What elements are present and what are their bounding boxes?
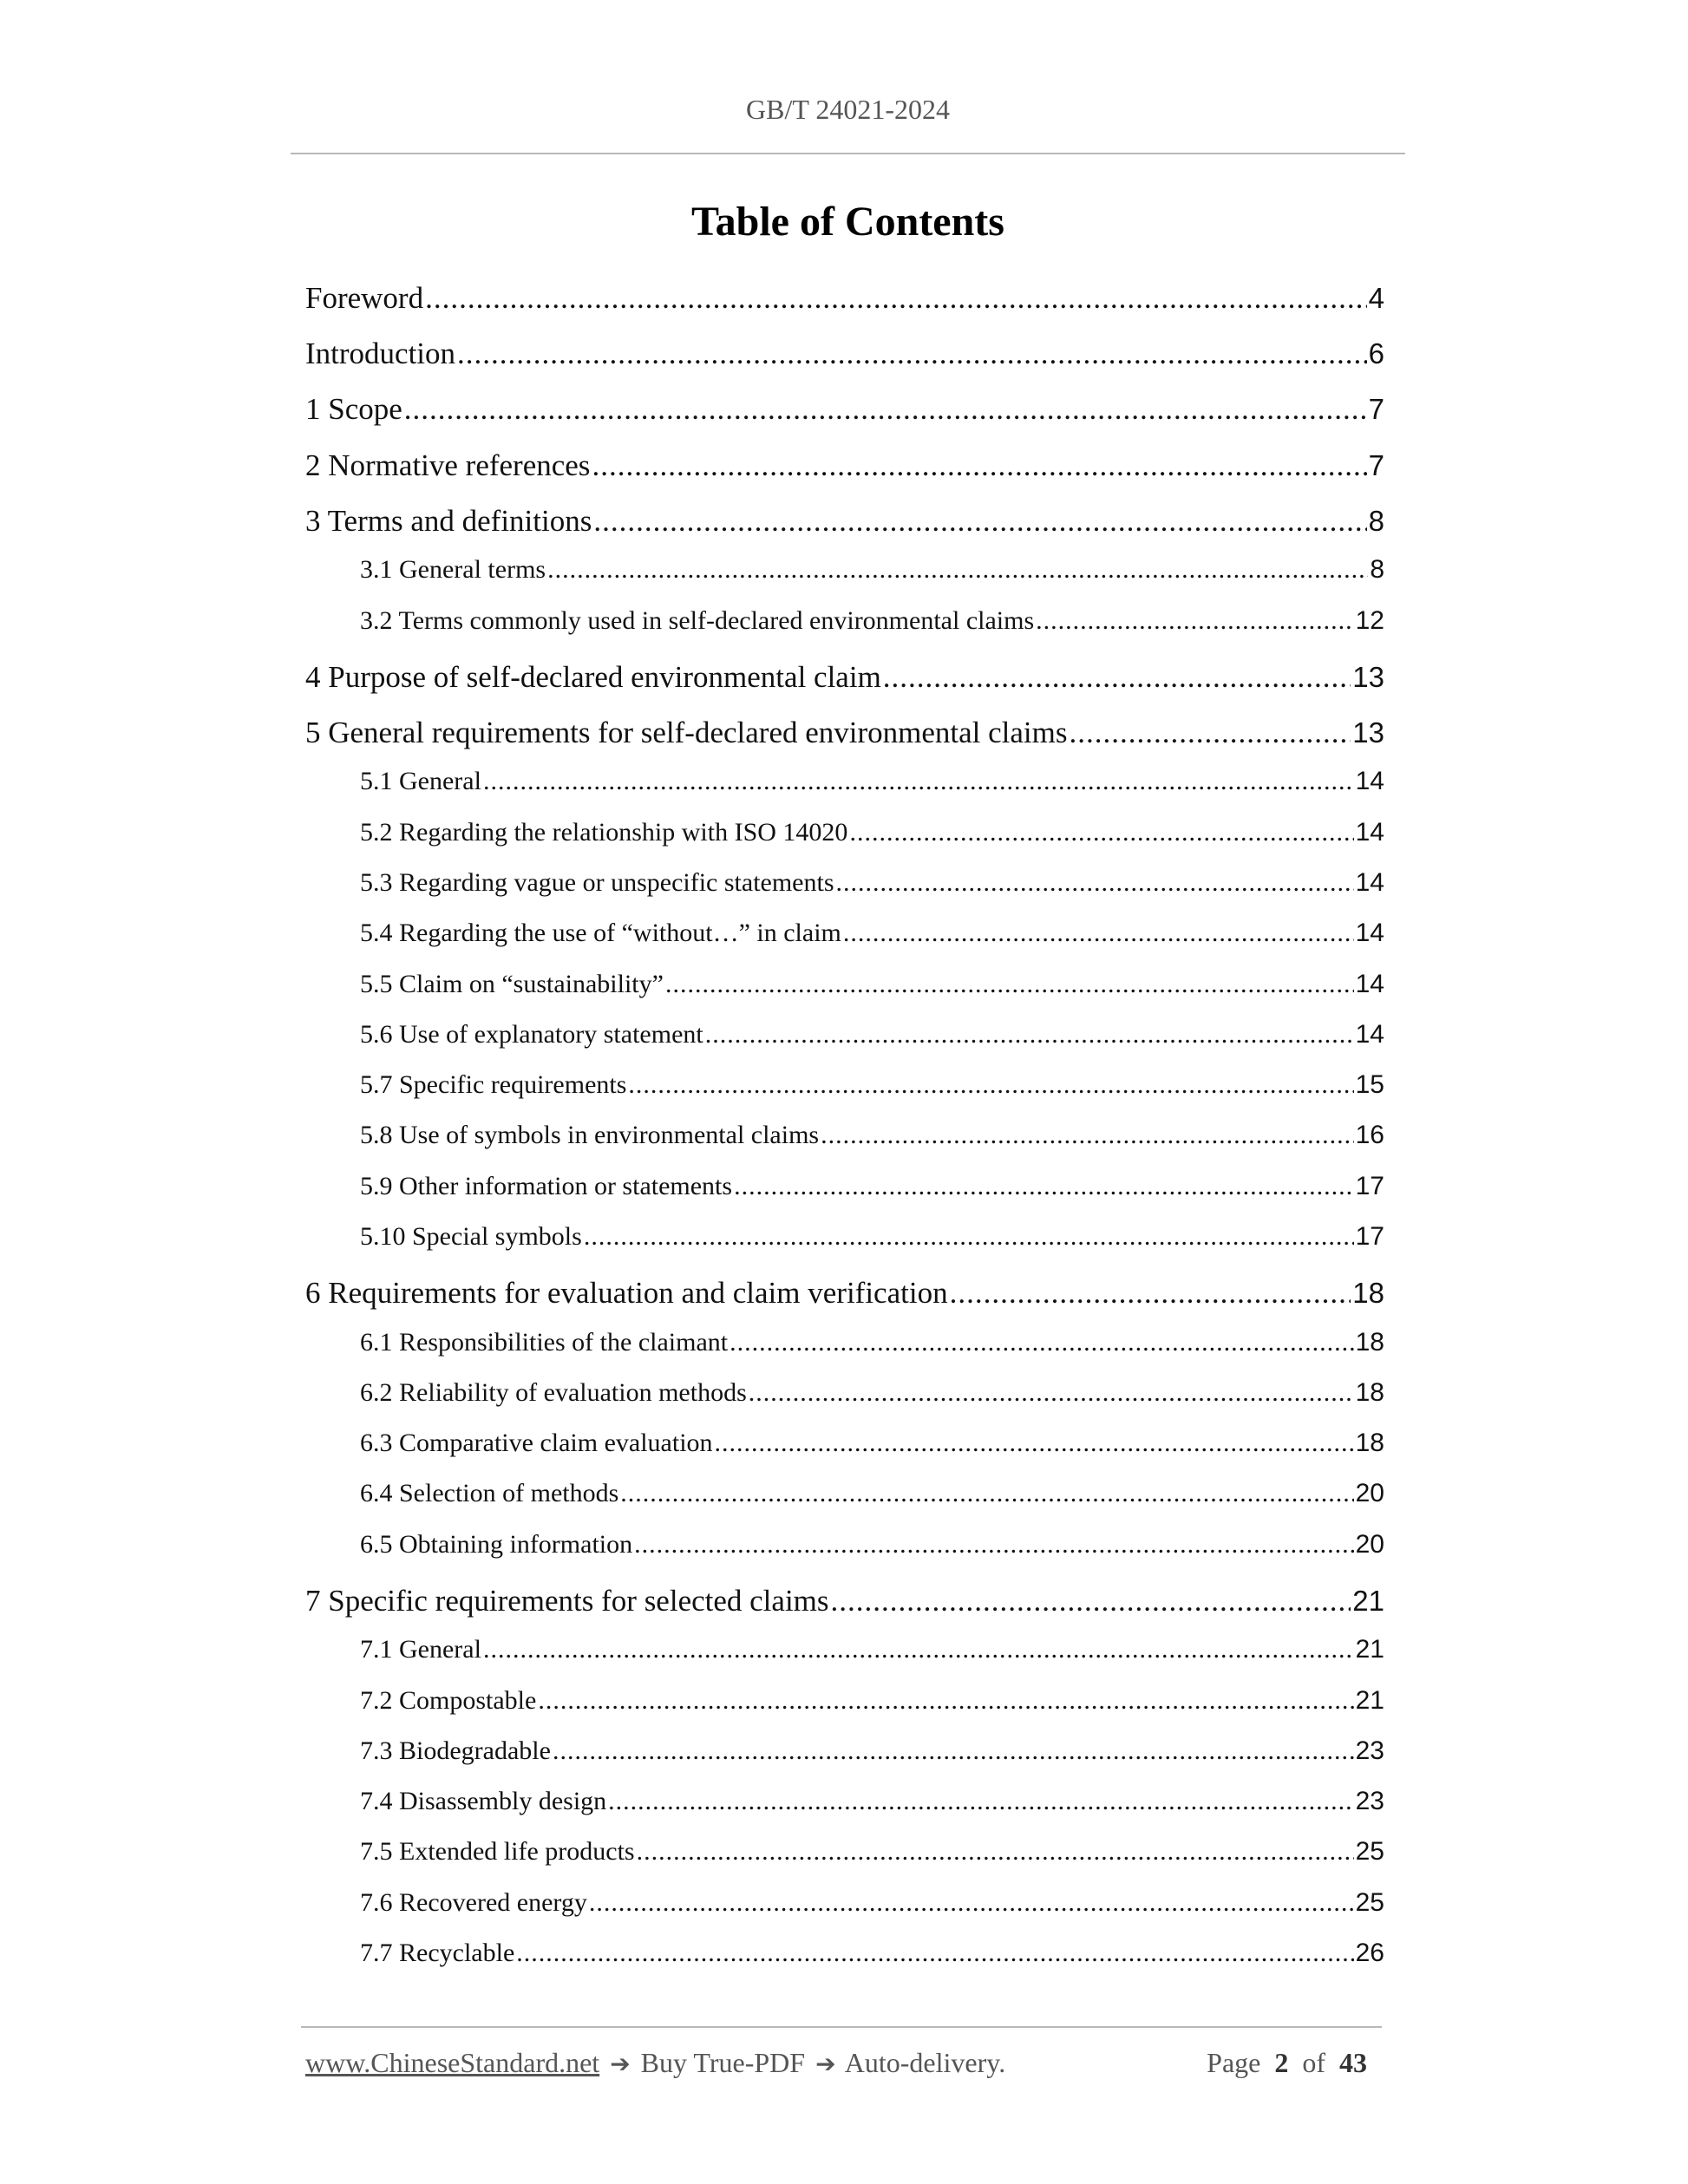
toc-entry-page: 14: [1355, 919, 1384, 948]
toc-entry[interactable]: [360, 818, 1384, 853]
toc-entry-page: 14: [1355, 767, 1384, 796]
toc-entry-label: 7.2 Compostable: [360, 1685, 537, 1715]
toc-entry-label: 5.1 General: [360, 767, 481, 796]
toc-entry-label: 7.6 Recovered energy: [360, 1887, 587, 1917]
page-word: Page: [1207, 2047, 1261, 2078]
toc-entry-label: 6.1 Responsibilities of the claimant: [360, 1327, 729, 1357]
toc-entry[interactable]: [360, 555, 1384, 590]
toc-leader-dots: [628, 1070, 1353, 1100]
toc-leader-dots: [821, 1121, 1354, 1150]
toc-entry-label: 6 Requirements for evaluation and claim verification: [305, 1276, 948, 1310]
toc-entry-label: 3.2 Terms commonly used in self-declared environmental claims: [360, 605, 1035, 635]
toc-leader-dots: [483, 767, 1354, 796]
toc-entry-label: 3 Terms and definitions: [305, 503, 592, 538]
toc-leader-dots: [831, 1584, 1351, 1618]
toc-leader-dots: [843, 919, 1354, 948]
toc-entry[interactable]: [360, 1530, 1384, 1565]
toc-entry[interactable]: [360, 1222, 1384, 1257]
toc-entry-label: 6.2 Reliability of evaluation methods: [360, 1377, 747, 1407]
arrow-right-icon: ➔: [610, 2050, 631, 2078]
toc-entry-page: 12: [1355, 605, 1384, 635]
toc-entry[interactable]: [360, 970, 1384, 1004]
toc-entry[interactable]: [360, 1787, 1384, 1821]
toc-leader-dots: [749, 1378, 1354, 1408]
toc-entry-page: 23: [1355, 1787, 1384, 1816]
toc-entry[interactable]: [360, 1429, 1384, 1463]
toc-entry-page: 16: [1355, 1121, 1384, 1150]
toc-entry-label: 3.1 General terms: [360, 555, 546, 585]
toc-entry[interactable]: [360, 1686, 1384, 1721]
toc-entry[interactable]: [360, 919, 1384, 953]
toc-entry-page: 8: [1368, 504, 1384, 537]
toc-entry[interactable]: [360, 1736, 1384, 1771]
toc-entry[interactable]: [360, 1121, 1384, 1155]
toc-leader-dots: [1036, 606, 1353, 636]
toc-entry-page: 13: [1352, 716, 1384, 749]
toc-leader-dots: [425, 281, 1367, 316]
header-divider: [291, 153, 1405, 154]
toc-entry-label: 4 Purpose of self-declared environmental claim: [305, 659, 881, 694]
footer-promo: [305, 2047, 1005, 2079]
toc-entry-page: 25: [1355, 1887, 1384, 1917]
toc-leader-dots: [836, 868, 1354, 898]
toc-entry[interactable]: [305, 281, 1384, 319]
toc-entry-label: 5 General requirements for self-declared environmental claims: [305, 715, 1068, 749]
toc-entry-page: 18: [1352, 1277, 1384, 1309]
toc-leader-dots: [516, 1939, 1353, 1968]
toc-leader-dots: [950, 1276, 1351, 1311]
toc-entry-page: 8: [1370, 555, 1384, 585]
toc-entry-label: 6.5 Obtaining information: [360, 1529, 633, 1559]
toc-leader-dots: [634, 1530, 1354, 1560]
toc-entry-label: 5.6 Use of explanatory statement: [360, 1019, 703, 1049]
toc-leader-dots: [584, 1222, 1354, 1252]
toc-leader-dots: [483, 1635, 1354, 1664]
toc-entry[interactable]: [305, 1276, 1384, 1314]
toc-entry[interactable]: [305, 1584, 1384, 1622]
toc-entry-label: Foreword: [305, 281, 424, 315]
toc-entry-page: 18: [1355, 1327, 1384, 1357]
toc-leader-dots: [620, 1479, 1353, 1508]
toc-entry-page: 25: [1355, 1837, 1384, 1867]
toc-entry[interactable]: [360, 1378, 1384, 1413]
toc-entry-label: 2 Normative references: [305, 448, 591, 482]
toc-entry[interactable]: [360, 606, 1384, 641]
toc-entry[interactable]: [360, 767, 1384, 801]
toc-entry-page: 15: [1355, 1070, 1384, 1100]
page-footer: [305, 2047, 1381, 2087]
toc-leader-dots: [404, 392, 1367, 427]
toc-leader-dots: [715, 1429, 1354, 1458]
toc-leader-dots: [547, 555, 1368, 585]
toc-entry-label: 5.4 Regarding the use of “without…” in claim: [360, 919, 841, 948]
auto-delivery-text: Auto-delivery.: [844, 2047, 1006, 2078]
toc-leader-dots: [665, 970, 1354, 999]
toc-entry-label: 5.7 Specific requirements: [360, 1070, 627, 1100]
toc-entry-label: 5.8 Use of symbols in environmental claims: [360, 1121, 820, 1150]
footer-divider: [301, 2026, 1382, 2028]
toc-entry[interactable]: [360, 1635, 1384, 1670]
toc-leader-dots: [1070, 716, 1351, 750]
toc-entry[interactable]: [360, 1328, 1384, 1363]
toc-leader-dots: [538, 1686, 1353, 1716]
toc-entry[interactable]: [305, 448, 1384, 487]
toc-entry-label: 7.4 Disassembly design: [360, 1787, 607, 1816]
page-title: Table of Contents: [691, 199, 1004, 245]
toc-leader-dots: [730, 1328, 1354, 1357]
toc-entry[interactable]: [360, 1070, 1384, 1105]
toc-entry-page: 6: [1368, 337, 1384, 370]
running-header: GB/T 24021-2024: [746, 94, 950, 125]
toc-entry-label: 6.4 Selection of methods: [360, 1479, 619, 1508]
toc-entry-label: 7.1 General: [360, 1635, 481, 1664]
toc-entry-page: 14: [1355, 969, 1384, 998]
toc-entry-label: 7.3 Biodegradable: [360, 1736, 551, 1765]
toc-entry-page: 14: [1355, 817, 1384, 847]
of-word: of: [1302, 2047, 1325, 2078]
toc-entry-page: 7: [1368, 393, 1384, 426]
toc-leader-dots: [589, 1888, 1354, 1918]
toc-leader-dots: [849, 818, 1353, 847]
toc-entry[interactable]: [360, 1020, 1384, 1055]
toc-entry-label: 5.2 Regarding the relationship with ISO 14020: [360, 817, 848, 847]
page-number: 2: [1274, 2047, 1289, 2078]
toc-entry-label: 5.3 Regarding vague or unspecific statements: [360, 867, 834, 897]
toc-leader-dots: [883, 660, 1351, 695]
toc-entry-label: 7.5 Extended life products: [360, 1837, 635, 1867]
toc-entry[interactable]: [305, 716, 1384, 754]
toc-entry-page: 18: [1355, 1377, 1384, 1407]
toc-entry-page: 21: [1352, 1584, 1384, 1617]
toc-entry-page: 17: [1355, 1171, 1384, 1200]
website-link[interactable]: www.ChineseStandard.net: [305, 2047, 600, 2078]
toc-leader-dots: [593, 504, 1366, 539]
toc-entry[interactable]: [360, 1837, 1384, 1872]
toc-entry-label: 5.5 Claim on “sustainability”: [360, 969, 664, 998]
toc-entry-page: 21: [1355, 1635, 1384, 1664]
toc-entry-label: 7 Specific requirements for selected claims: [305, 1583, 829, 1618]
toc-leader-dots: [608, 1787, 1353, 1816]
toc-leader-dots: [734, 1172, 1354, 1201]
toc-leader-dots: [705, 1020, 1354, 1049]
toc-entry[interactable]: [305, 392, 1384, 430]
toc-entry[interactable]: [360, 868, 1384, 903]
toc-leader-dots: [457, 337, 1367, 371]
toc-entry-page: 20: [1355, 1529, 1384, 1559]
toc-entry-label: Introduction: [305, 337, 456, 371]
toc-entry-page: 17: [1355, 1222, 1384, 1251]
toc-entry-page: 14: [1355, 1019, 1384, 1049]
buy-pdf-text: Buy True-PDF: [640, 2047, 806, 2078]
toc-entry[interactable]: [360, 1939, 1384, 1973]
toc-entry-page: 21: [1355, 1685, 1384, 1715]
toc-entry-page: 20: [1355, 1479, 1384, 1508]
toc-entry-label: 1 Scope: [305, 392, 402, 427]
toc-entry[interactable]: [360, 1888, 1384, 1923]
page-indicator: [1207, 2047, 1367, 2079]
toc-entry-page: 26: [1355, 1939, 1384, 1967]
toc-entry-page: 13: [1352, 660, 1384, 693]
toc-entry-label: 6.3 Comparative claim evaluation: [360, 1429, 713, 1458]
toc-entry-page: 7: [1368, 448, 1384, 481]
toc-entry[interactable]: [305, 504, 1384, 542]
toc-entry[interactable]: [305, 660, 1384, 698]
toc-entry-label: 5.10 Special symbols: [360, 1222, 582, 1251]
toc-entry[interactable]: [305, 337, 1384, 375]
toc-entry[interactable]: [360, 1172, 1384, 1206]
toc-leader-dots: [592, 448, 1366, 483]
toc-leader-dots: [637, 1837, 1354, 1867]
toc-entry-label: 7.7 Recyclable: [360, 1939, 515, 1967]
toc-entry-page: 18: [1355, 1429, 1384, 1458]
arrow-right-icon: ➔: [815, 2050, 836, 2078]
toc-entry-page: 14: [1355, 867, 1384, 897]
toc-entry[interactable]: [360, 1479, 1384, 1514]
toc-leader-dots: [553, 1736, 1354, 1766]
page-total: 43: [1339, 2047, 1367, 2078]
toc-entry-label: 5.9 Other information or statements: [360, 1171, 733, 1200]
toc-entry-page: 4: [1368, 282, 1384, 314]
toc-entry-page: 23: [1355, 1736, 1384, 1765]
